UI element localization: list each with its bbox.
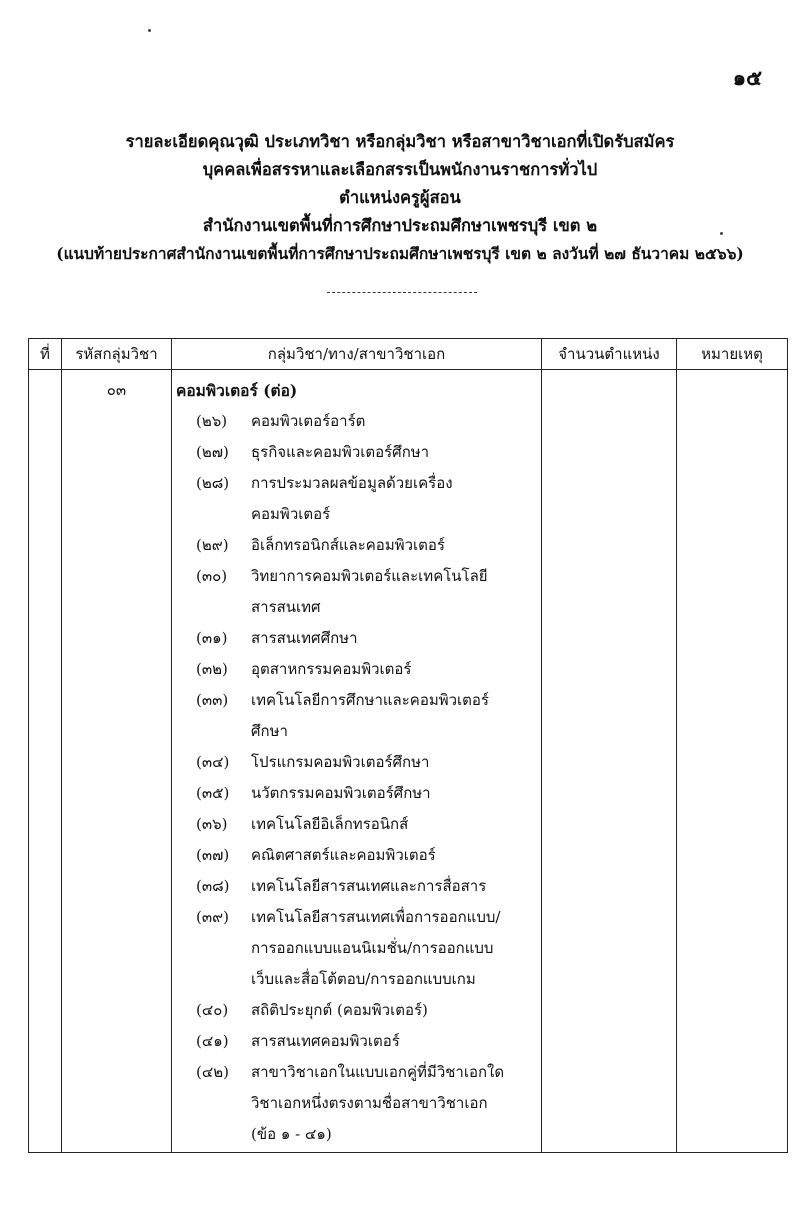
item-text: นวัตกรรมคอมพิวเตอร์ศึกษา: [251, 784, 431, 802]
list-item: [176, 995, 537, 1026]
cell-count: [542, 370, 677, 1153]
item-text: คณิตศาสตร์และคอมพิวเตอร์: [251, 846, 436, 864]
header-count: จำนวนตำแหน่ง: [542, 339, 677, 370]
item-number: (๒๖): [196, 412, 228, 430]
header-line-5: (แนบท้ายประกาศสำนักงานเขตพื้นที่การศึกษาประถมศึกษาเพชรบุรี เขต ๒ ลงวันที่ ๒๗ ธันวาคม ๒๕๖๖): [56, 244, 744, 263]
list-item: [176, 685, 537, 747]
header-line-1: รายละเอียดคุณวุฒิ ประเภทวิชา หรือกลุ่มวิชา หรือสาขาวิชาเอกที่เปิดรับสมัคร: [125, 132, 675, 151]
item-number: (๓๗): [196, 846, 230, 864]
cell-no: [29, 370, 62, 1153]
item-number: (๓๕): [196, 784, 230, 802]
list-item: [176, 1057, 537, 1150]
list-item: [176, 468, 537, 530]
item-text: สารสนเทศศึกษา: [251, 629, 358, 647]
cell-code: ๐๓: [62, 370, 172, 1153]
list-item: [176, 437, 537, 468]
item-number: (๓๒): [196, 660, 228, 678]
item-text: เทคโนโลยีสารสนเทศและการสื่อสาร: [251, 877, 487, 895]
table-header-row: [29, 339, 788, 370]
list-item: [176, 623, 537, 654]
list-item: [176, 871, 537, 902]
list-item: [176, 902, 537, 995]
item-text: โปรแกรมคอมพิวเตอร์ศึกษา: [251, 753, 430, 771]
header-subject: กลุ่มวิชา/ทาง/สาขาวิชาเอก: [172, 339, 542, 370]
page-number: ๑๕: [732, 65, 762, 90]
subject-list: [176, 406, 537, 1150]
header-no: ที่: [29, 339, 62, 370]
item-number: (๔๒): [196, 1063, 229, 1081]
cell-note: [677, 370, 788, 1153]
header-divider: [327, 292, 477, 293]
item-text: ธุรกิจและคอมพิวเตอร์ศึกษา: [251, 443, 430, 461]
scan-speck: [148, 29, 151, 32]
cell-subject: [172, 370, 542, 1153]
list-item: [176, 747, 537, 778]
item-text: เทคโนโลยีสารสนเทศเพื่อการออกแบบ/ การออกแบบแอนนิเมชั่น/การออกแบบ เว็บและสื่อโต้ตอบ/การออกแบบเกม: [251, 908, 501, 988]
item-text: เทคโนโลยีอิเล็กทรอนิกส์: [251, 815, 409, 833]
item-text: อุตสาหกรรมคอมพิวเตอร์: [251, 660, 412, 678]
list-item: [176, 840, 537, 871]
item-text: เทคโนโลยีการศึกษาและคอมพิวเตอร์ ศึกษา: [251, 691, 489, 740]
item-number: (๒๘): [196, 474, 230, 492]
table-row: [29, 370, 788, 1153]
item-number: (๒๗): [196, 443, 229, 461]
item-text: สาขาวิชาเอกในแบบเอกคู่ที่มีวิชาเอกใด วิชาเอกหนึ่งตรงตามชื่อสาขาวิชาเอก (ข้อ ๑ - ๔๑): [251, 1063, 505, 1143]
item-text: อิเล็กทรอนิกส์และคอมพิวเตอร์: [251, 536, 445, 554]
item-number: (๒๙): [196, 536, 229, 554]
list-item: [176, 406, 537, 437]
item-text: สารสนเทศคอมพิวเตอร์: [251, 1032, 400, 1050]
item-text: การประมวลผลข้อมูลด้วยเครื่อง คอมพิวเตอร์: [251, 474, 453, 523]
list-item: [176, 778, 537, 809]
header-line-3: ตำแหน่งครูผู้สอน: [339, 188, 461, 207]
list-item: [176, 1026, 537, 1057]
list-item: [176, 530, 537, 561]
item-number: (๓๑): [196, 629, 228, 647]
group-title: คอมพิวเตอร์ (ต่อ): [176, 381, 298, 400]
item-number: (๓๙): [196, 908, 229, 926]
qualifications-table: [28, 338, 788, 1153]
list-item: [176, 561, 537, 623]
header-line-4: สำนักงานเขตพื้นที่การศึกษาประถมศึกษาเพชรบุรี เขต ๒: [202, 216, 598, 235]
item-text: สถิติประยุกต์ (คอมพิวเตอร์): [251, 1001, 428, 1019]
header-code: รหัสกลุ่มวิชา: [62, 339, 172, 370]
list-item: [176, 654, 537, 685]
item-number: (๓๖): [196, 815, 228, 833]
item-text: วิทยาการคอมพิวเตอร์และเทคโนโลยี สารสนเทศ: [251, 567, 488, 616]
item-number: (๔๑): [196, 1032, 229, 1050]
header-line-2: บุคคลเพื่อสรรหาและเลือกสรรเป็นพนักงานราชการทั่วไป: [202, 160, 598, 179]
item-number: (๓๐): [196, 567, 228, 585]
item-number: (๓๓): [196, 691, 229, 709]
header-note: หมายเหตุ: [677, 339, 788, 370]
item-number: (๓๘): [196, 877, 230, 895]
list-item: [176, 809, 537, 840]
item-text: คอมพิวเตอร์อาร์ต: [251, 412, 366, 430]
item-number: (๓๔): [196, 753, 230, 771]
document-header: [0, 128, 800, 268]
item-number: (๔๐): [196, 1001, 229, 1019]
